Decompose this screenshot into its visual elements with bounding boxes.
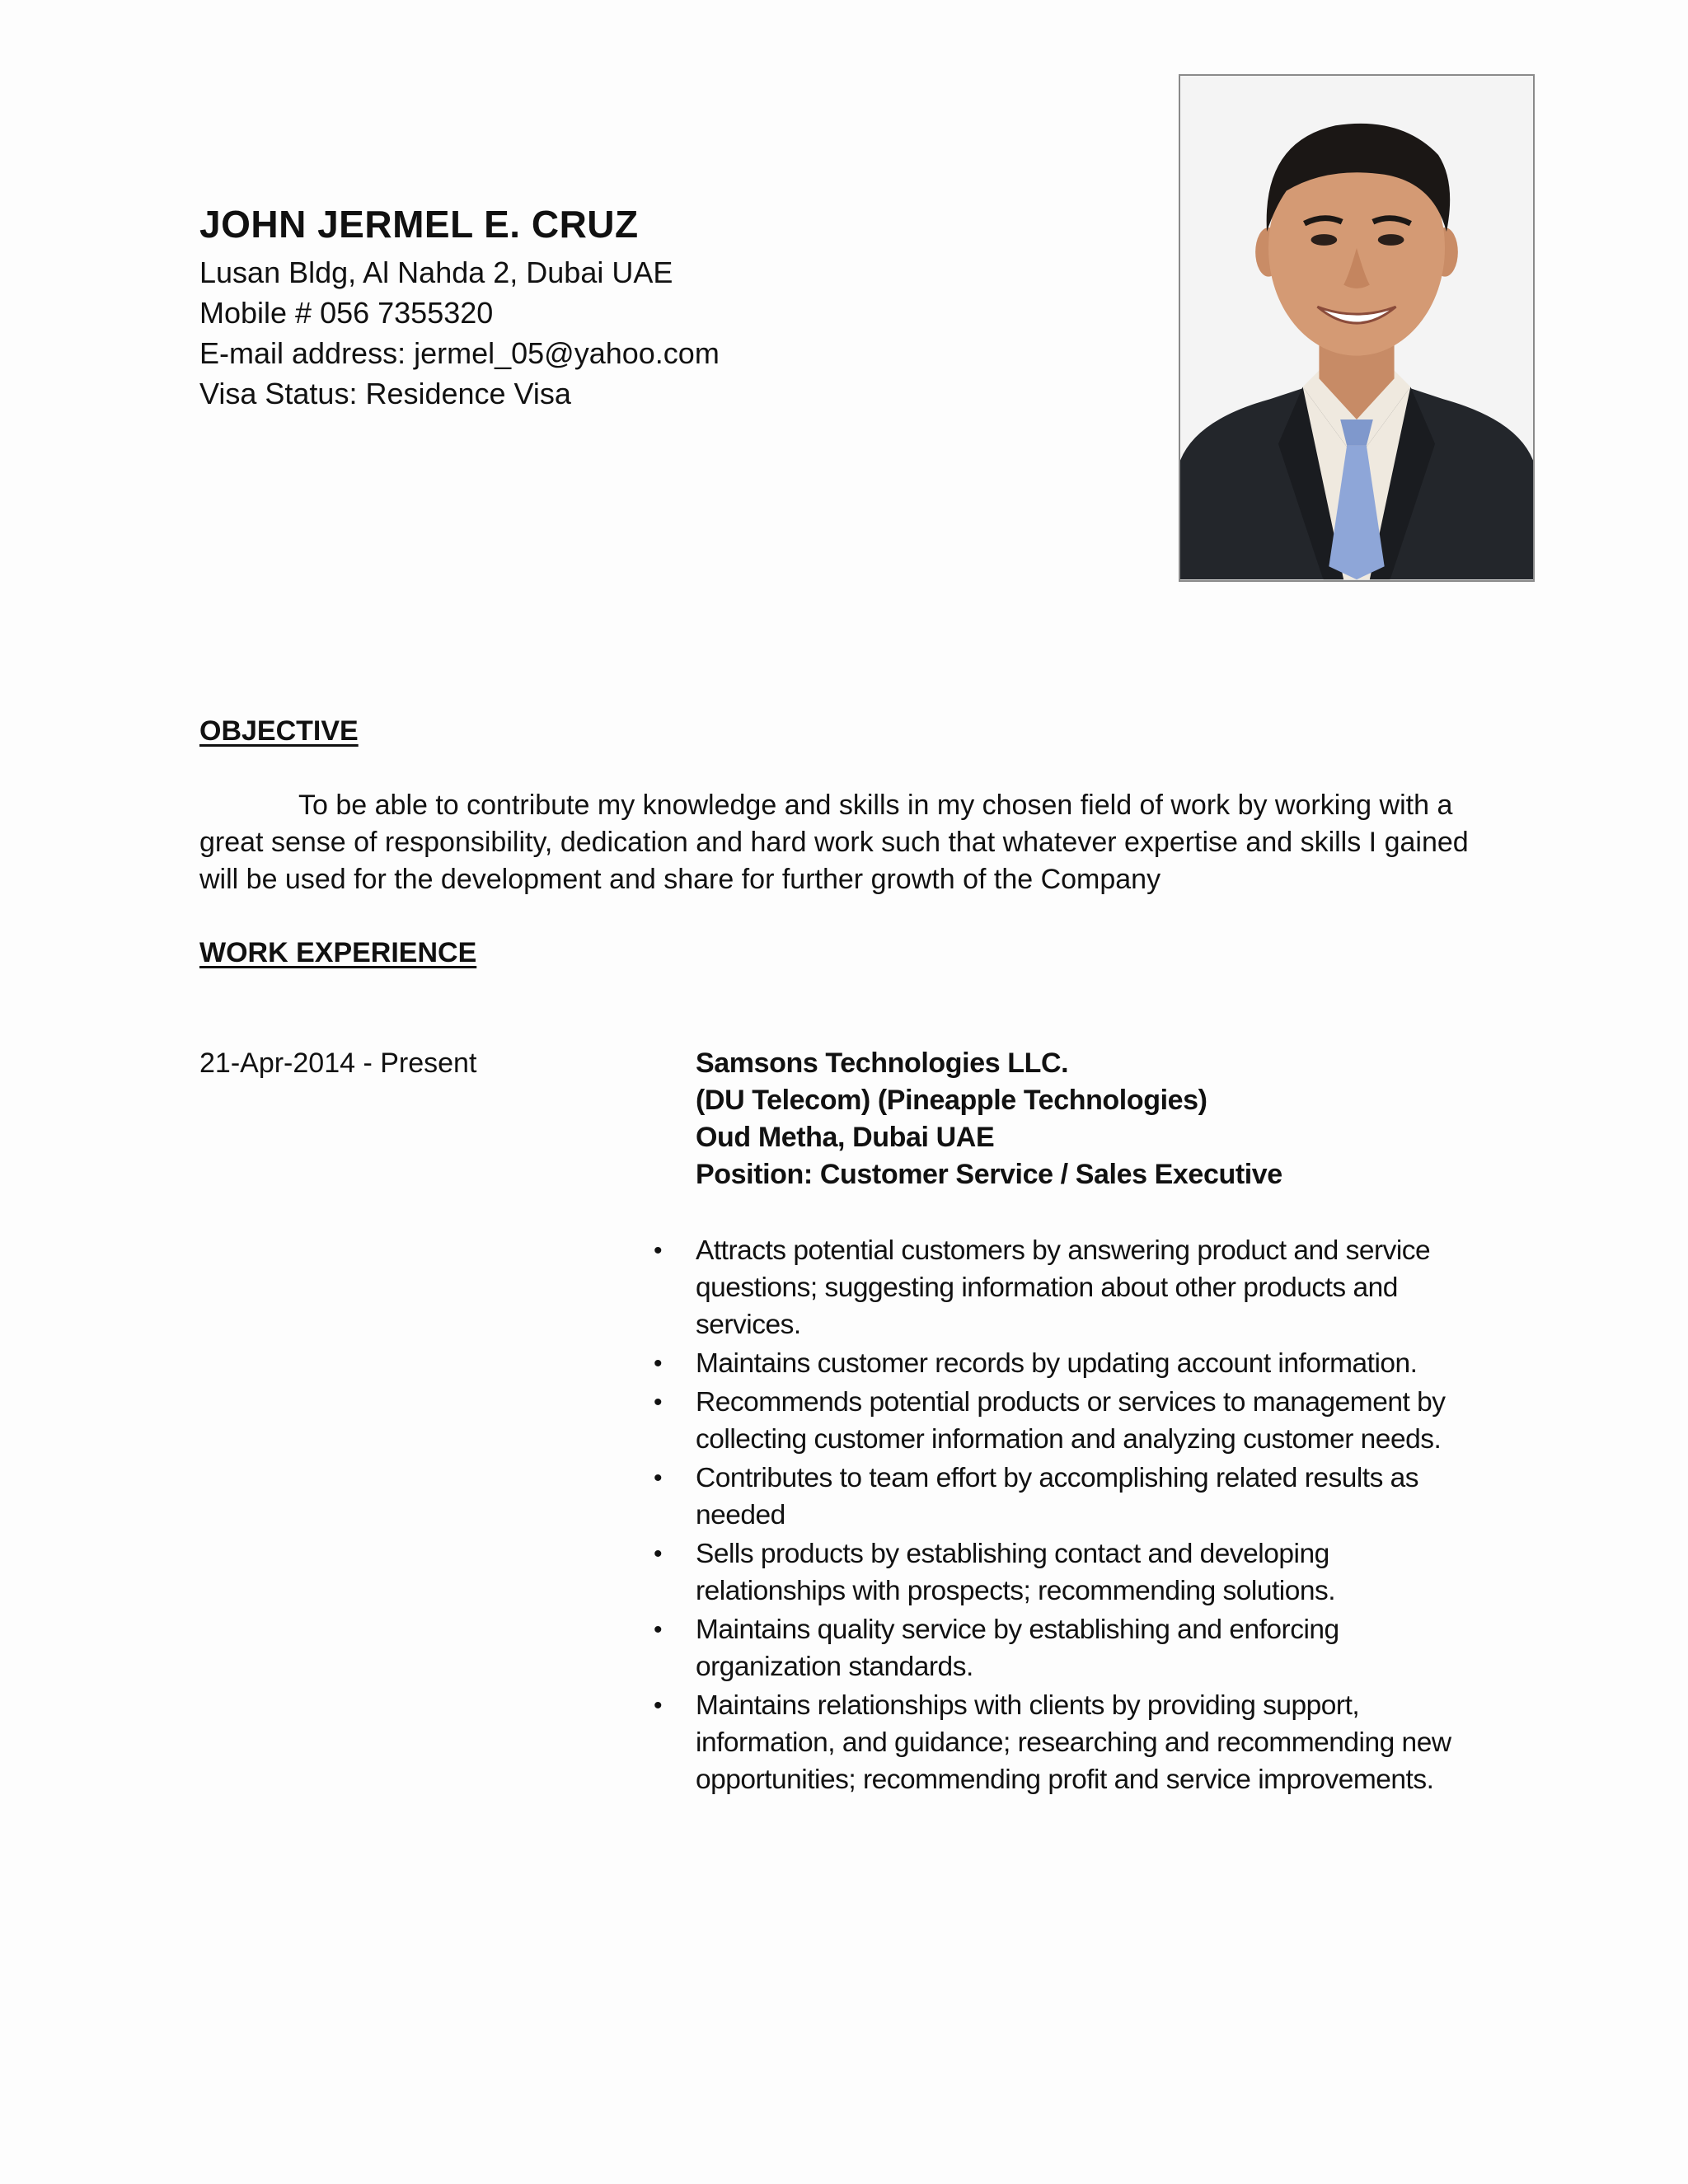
company-clients: (DU Telecom) (Pineapple Technologies) [696,1085,1207,1116]
duty-item [635,1232,1541,1343]
contact-block [199,198,1106,414]
duty-item [635,1611,1541,1685]
duty-text-line: Contributes to team effort by accomplishing related results as [696,1463,1419,1493]
bullet-icon: • [653,1350,662,1377]
email-line: E-mail address: jermel_05@yahoo.com [199,336,720,370]
objective-paragraph [199,787,1502,898]
duty-item [635,1345,1541,1382]
duty-text-line: services. [696,1310,801,1340]
duty-text-line: collecting customer information and analyzing customer needs. [696,1424,1442,1455]
mobile-line: Mobile # 056 7355320 [199,296,494,330]
bullet-icon: • [653,1389,662,1416]
duty-text-line: Recommends potential products or services to management by [696,1387,1446,1418]
job-header [696,1045,1282,1193]
objective-line: To be able to contribute my knowledge and skills in my chosen field of work by working with a [298,790,1453,821]
profile-photo-illustration [1180,76,1533,580]
bullet-icon: • [653,1465,662,1492]
visa-status-line: Visa Status: Residence Visa [199,377,571,410]
objective-line: great sense of responsibility, dedication and hard work such that whatever expertise and skills I gained [199,827,1469,858]
bullet-icon: • [653,1237,662,1264]
bullet-icon: • [653,1540,662,1568]
duty-text-line: Sells products by establishing contact and developing [696,1539,1329,1569]
duty-text-line: relationships with prospects; recommending solutions. [696,1576,1336,1606]
objective-line: will be used for the development and share for further growth of the Company [199,864,1161,895]
duty-text-line: Attracts potential customers by answering product and service [696,1235,1431,1266]
profile-photo [1179,74,1535,582]
duty-item [635,1384,1541,1458]
duty-text-line: organization standards. [696,1652,973,1682]
job-date-range: 21-Apr-2014 - Present [199,1047,477,1079]
job-position: Position: Customer Service / Sales Executive [696,1159,1282,1190]
objective-heading: OBJECTIVE [199,715,359,747]
duty-item [635,1535,1541,1610]
company-location: Oud Metha, Dubai UAE [696,1122,995,1153]
bullet-icon: • [653,1616,662,1643]
duty-text-line: needed [696,1500,785,1530]
work-experience-heading: WORK EXPERIENCE [199,937,477,968]
duty-text-line: questions; suggesting information about other products and [696,1272,1398,1303]
applicant-name: JOHN JERMEL E. CRUZ [199,203,639,246]
duty-text-line: Maintains relationships with clients by providing support, [696,1690,1360,1721]
duty-item [635,1687,1541,1798]
duty-text-line: information, and guidance; researching and recommending new [696,1727,1451,1758]
duty-text-line: opportunities; recommending profit and service improvements. [696,1765,1434,1795]
address-line: Lusan Bldg, Al Nahda 2, Dubai UAE [199,255,673,289]
duty-text-line: Maintains customer records by updating account information. [696,1348,1418,1379]
duty-text-line: Maintains quality service by establishing and enforcing [696,1615,1339,1645]
company-name: Samsons Technologies LLC. [696,1047,1069,1079]
duty-item [635,1460,1541,1534]
job-duties-list [635,1232,1541,1800]
bullet-icon: • [653,1692,662,1719]
